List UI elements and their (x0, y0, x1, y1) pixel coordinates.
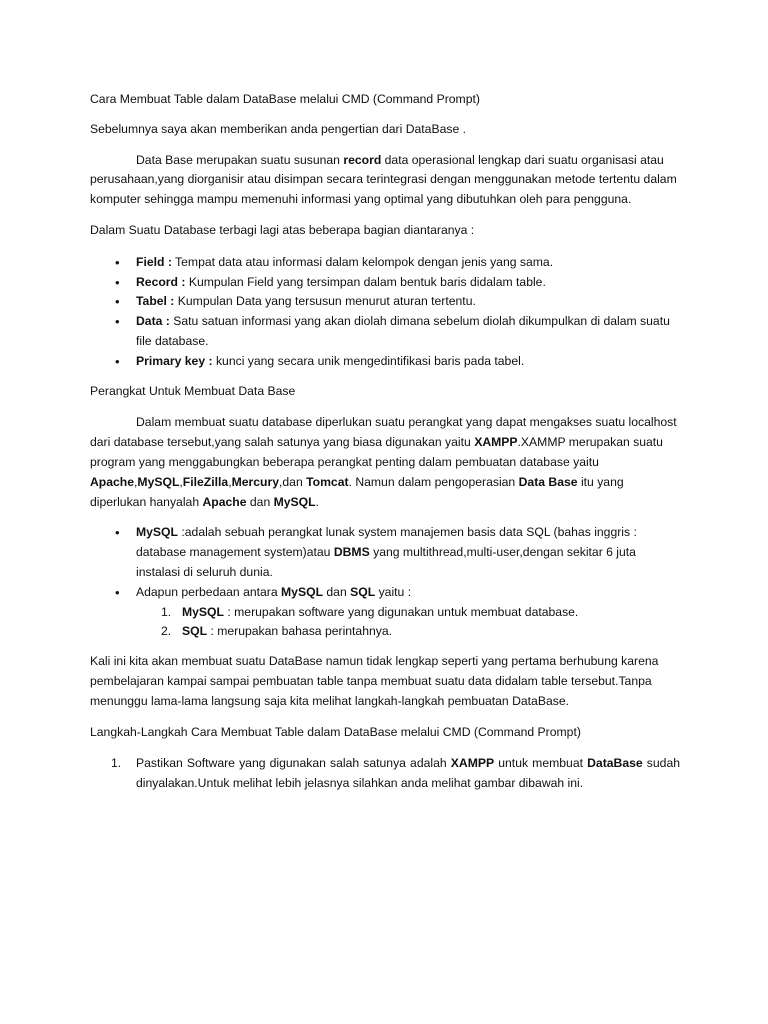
tools-text: ,dan (279, 474, 307, 489)
list-item-term: DBMS (333, 545, 370, 560)
list-item-tabel (136, 292, 680, 312)
steps-heading: Langkah-Langkah Cara Membuat Table dalam DataBase melalui CMD (Command Prompt) (90, 724, 581, 739)
tools-text: dan (246, 494, 274, 509)
list-item-mysql (136, 523, 680, 582)
tools-text: . (315, 494, 319, 509)
list-item-term: MySQL (136, 525, 178, 540)
tools-bold: MySQL (137, 474, 180, 489)
list-item-step-1 (111, 754, 680, 794)
tools-text: , (228, 474, 232, 489)
tools-text: .XAMMP merupakan suatu program yang menggabungkan beberapa perangkat penting dalam pembuatan database yaitu (90, 435, 663, 469)
tools-text: . Namun dalam pengoperasian (348, 474, 519, 489)
tools-bold: XAMPP (474, 435, 518, 450)
list-item-term: Record : (136, 274, 186, 289)
tools-bold: Mercury (231, 474, 279, 489)
parts-heading: Dalam Suatu Database terbagi lagi atas beberapa bagian diantaranya : (90, 222, 475, 237)
list-item-text: Kumpulan Field yang tersimpan dalam bentuk baris didalam table. (185, 274, 546, 289)
tools-bold: Tomcat (306, 474, 349, 489)
list-item-record (136, 273, 680, 293)
mysql-list (90, 523, 680, 642)
step-bold: XAMPP (450, 756, 495, 771)
closing-paragraph: Kali ini kita akan membuat suatu DataBase namun tidak lengkap seperti yang pertama berhubung karena pembelajaran kampai sampai pembuatan table tanpa membuat suatu data didalam table tersebut.Tanpa menunggu lama-lama langsung saja kita melihat langkah-langkah pembuatan DataBase. (90, 654, 659, 708)
list-item-text: : merupakan software yang digunakan untuk membuat database. (223, 604, 579, 619)
definition-text-a: Data Base merupakan suatu susunan (136, 152, 344, 167)
list-item-text: dan (323, 584, 351, 599)
list-item-data (136, 312, 680, 352)
tools-heading: Perangkat Untuk Membuat Data Base (90, 383, 296, 398)
list-number: 1. (161, 604, 172, 619)
list-item-text: yang multithread,multi-user,dengan sekitar 6 juta instalasi di seluruh dunia. (136, 545, 636, 579)
definition-bold-record: record (343, 152, 382, 167)
list-item-difference (136, 583, 680, 642)
list-item-text: yaitu : (375, 584, 412, 599)
step-text: Pastikan Software yang digunakan salah satunya adalah (136, 756, 451, 771)
intro-paragraph: Sebelumnya saya akan memberikan anda pengertian dari DataBase . (90, 121, 467, 136)
list-item-term: MySQL (182, 604, 224, 619)
parts-list (90, 253, 680, 372)
tools-paragraph (90, 413, 680, 512)
tools-bold: FileZilla (182, 474, 229, 489)
list-item-text: :adalah sebuah perangkat lunak system manajemen basis data SQL (bahas inggris : database management system)atau (136, 525, 637, 560)
list-item-term: Primary key : (136, 353, 213, 368)
list-item-term: SQL (182, 624, 208, 639)
tools-text: Dalam membuat suatu database diperlukan suatu perangkat yang dapat mengakses suatu localhost dari database tersebut,yang salah satunya yang biasa digunakan yaitu (90, 415, 677, 450)
tools-text: itu yang diperlukan hanyalah (90, 474, 624, 509)
list-item-term: Tabel : (136, 294, 175, 309)
list-item-text: Tempat data atau informasi dalam kelompok dengan jenis yang sama. (171, 254, 554, 269)
step-bold: DataBase (587, 756, 643, 771)
list-item-text: Kumpulan Data yang tersusun menurut aturan tertentu. (174, 294, 476, 309)
list-number: 2. (161, 624, 172, 639)
list-item-term: Data : (136, 314, 170, 329)
step-text: sudah dinyalakan.Untuk melihat lebih jelasnya silahkan anda melihat gambar dibawah ini. (136, 756, 680, 791)
list-number: 1. (111, 756, 122, 771)
definition-paragraph (90, 151, 680, 210)
list-item-text: Adapun perbedaan antara (136, 584, 282, 599)
list-item-primary-key (136, 352, 680, 372)
list-item-sql-def (161, 622, 680, 642)
tools-bold: Data Base (518, 474, 578, 489)
list-item-term: Field : (136, 254, 172, 269)
tools-bold: Apache (90, 474, 135, 489)
tools-text: , (179, 474, 183, 489)
list-item-term: MySQL (281, 584, 324, 599)
difference-list (136, 603, 680, 643)
list-item-text: : merupakan bahasa perintahnya. (207, 624, 393, 639)
document-title: Cara Membuat Table dalam DataBase melalui CMD (Command Prompt) (90, 92, 480, 106)
step-text: untuk membuat (494, 756, 588, 771)
list-item-text: kunci yang secara unik mengedintifikasi baris pada tabel. (212, 353, 525, 368)
steps-list (90, 754, 680, 794)
tools-text: , (134, 474, 138, 489)
tools-bold: MySQL (273, 494, 316, 509)
definition-text-c: data operasional lengkap dari suatu organisasi atau perusahaan,yang diorganisir atau disimpan secara terintegrasi dengan menggunakan metode tertentu dalam komputer sehingga mampu memenuhi informasi yang optimal yang dibutuhkan oleh para pengguna. (90, 152, 677, 207)
list-item-term: SQL (350, 584, 376, 599)
list-item-text: Satu satuan informasi yang akan diolah dimana sebelum diolah dikumpulkan di dalam suatu file database. (136, 314, 670, 348)
list-item-field (136, 253, 680, 273)
list-item-mysql-def (161, 603, 680, 623)
tools-bold: Apache (202, 494, 247, 509)
